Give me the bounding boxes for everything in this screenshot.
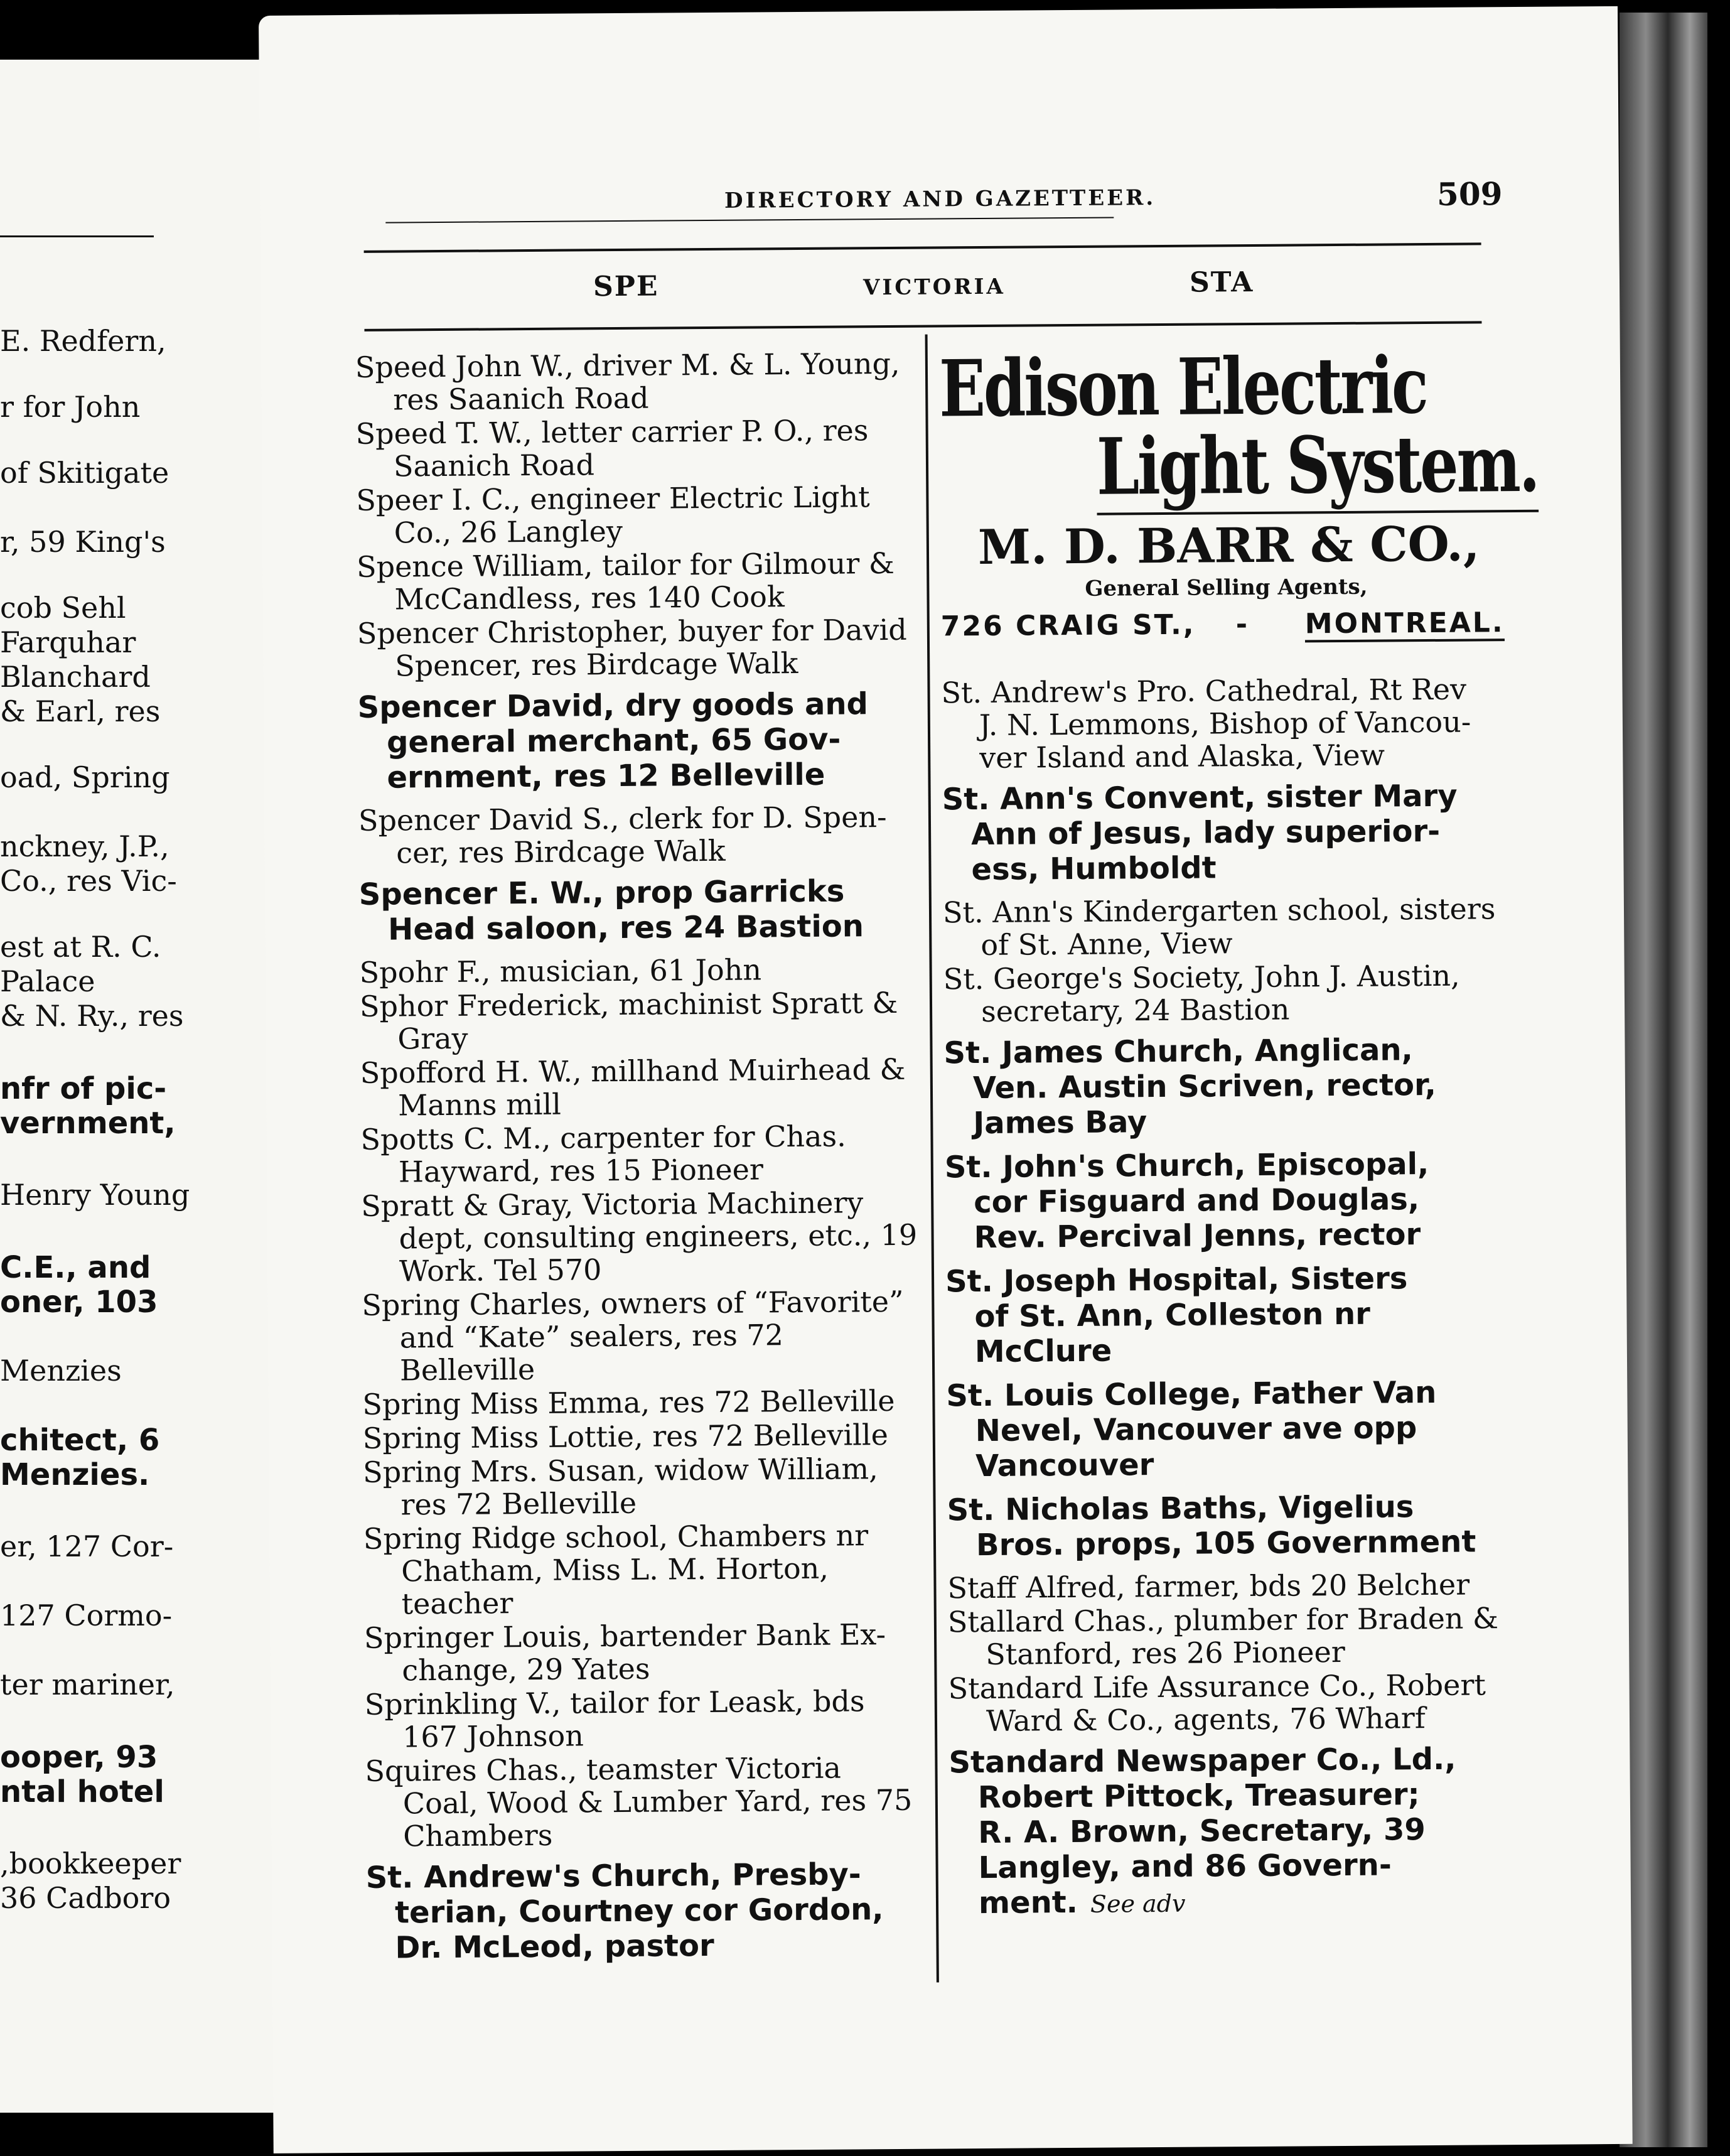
entry-continuation-line: change, 29 Yates xyxy=(402,1651,650,1688)
facing-page-line: Blanchard xyxy=(0,660,151,694)
entry-first-line: Spofford H. W., millhand Muirhead & xyxy=(360,1052,906,1090)
facing-page-line: C.E., and xyxy=(0,1250,151,1285)
facing-page-line: ,bookkeeper xyxy=(0,1846,181,1880)
facing-page-line: ntal hotel xyxy=(0,1774,164,1809)
directory-entry xyxy=(943,959,1509,1028)
facing-page-line: Henry Young xyxy=(0,1178,190,1212)
entry-continuation-line: dept, consulting engineers, etc., 19 xyxy=(399,1217,918,1256)
facing-page-line: vernment, xyxy=(0,1106,176,1141)
facing-page-line: Co., res Vic- xyxy=(0,864,177,898)
entry-first-line: St. Andrew's Church, Presby- xyxy=(365,1857,861,1895)
entry-continuation-line: Ward & Co., agents, 76 Wharf xyxy=(986,1701,1426,1738)
entry-continuation-line: Hayward, res 15 Pioneer xyxy=(398,1152,764,1189)
directory-entry xyxy=(947,1489,1512,1563)
entry-continuation-line: J. N. Lemmons, Bishop of Vancou- xyxy=(979,704,1471,743)
facing-page-line: cob Sehl xyxy=(0,591,126,625)
entry-first-line: St. Andrew's Pro. Cathedral, Rt Rev xyxy=(941,672,1467,710)
directory-entry xyxy=(946,1374,1512,1484)
entry-continuation-line: secretary, 24 Bastion xyxy=(981,992,1290,1029)
directory-entry xyxy=(943,892,1508,961)
entry-continuation-line: Ven. Austin Scriven, rector, xyxy=(972,1067,1437,1106)
facing-page-line: oad, Spring xyxy=(0,760,170,794)
directory-entry xyxy=(358,800,918,870)
directory-entry xyxy=(360,1053,920,1122)
directory-entry xyxy=(365,1684,924,1754)
facing-page-rule xyxy=(0,235,154,237)
entry-first-line: St. James Church, Anglican, xyxy=(943,1032,1413,1071)
entry-first-line: Springer Louis, bartender Bank Ex- xyxy=(363,1617,886,1655)
entry-continuation-line: Work. Tel 570 xyxy=(399,1253,602,1288)
entry-first-line: Spencer E. W., prop Garricks xyxy=(358,873,845,912)
entry-continuation-line: of St. Ann, Colleston nr xyxy=(974,1296,1371,1335)
directory-entry xyxy=(361,1186,920,1288)
entry-first-line: Spencer David S., clerk for D. Spen- xyxy=(358,800,887,838)
directory-entry xyxy=(362,1285,921,1387)
facing-page-line: est at R. C. xyxy=(0,930,161,964)
entry-continuation-line: 167 Johnson xyxy=(402,1718,584,1754)
edison-advertisement xyxy=(938,340,1539,657)
entry-first-line: Stallard Chas., plumber for Braden & xyxy=(947,1601,1499,1639)
entry-continuation-line: and “Kate” sealers, res 72 Belleville xyxy=(399,1318,784,1388)
ad-address: 726 CRAIG ST., xyxy=(940,608,1196,643)
right-column-entries xyxy=(941,672,1515,1931)
entry-continuation-line: Coal, Wood & Lumber Yard, res 75 xyxy=(402,1782,913,1821)
entry-continuation-line: Chambers xyxy=(403,1818,553,1853)
ad-agents-line: General Selling Agents, xyxy=(1085,574,1368,601)
facing-page-line: ter mariner, xyxy=(0,1668,175,1701)
facing-page-line: of Skitigate xyxy=(0,456,169,490)
entry-first-line: Spencer Christopher, buyer for David xyxy=(357,612,907,650)
entry-continuation-line: cer, res Birdcage Walk xyxy=(396,833,726,870)
entry-continuation-line: McClure xyxy=(974,1333,1112,1370)
directory-entry xyxy=(366,1857,925,1966)
directory-entry xyxy=(945,1146,1510,1255)
entry-first-line: Squires Chas., teamster Victoria xyxy=(365,1750,842,1788)
entry-first-line: Spotts C. M., carpenter for Chas. xyxy=(360,1119,846,1156)
facing-page-line: er, 127 Cor- xyxy=(0,1529,174,1563)
header-rule-thin xyxy=(385,217,1114,223)
ad-title-line2: Light System. xyxy=(1097,419,1539,515)
directory-entry xyxy=(359,873,918,947)
entry-first-line: Spring Miss Lottie, res 72 Belleville xyxy=(362,1418,889,1455)
ad-company-name: M. D. BARR & CO., xyxy=(977,515,1480,576)
facing-page-fragment xyxy=(0,60,304,2113)
entry-continuation-line: Langley, and 86 Govern- xyxy=(978,1847,1392,1886)
entry-continuation-line: ver Island and Alaska, View xyxy=(979,738,1385,775)
guide-word-right: STA xyxy=(1189,266,1254,299)
directory-entry xyxy=(358,686,917,795)
directory-entry xyxy=(948,1668,1513,1737)
directory-entry xyxy=(356,480,915,549)
entry-continuation-line: terian, Courtney cor Gordon, xyxy=(394,1892,884,1931)
entry-first-line: Spohr F., musician, 61 John xyxy=(359,952,762,989)
facing-page-line: Menzies. xyxy=(0,1457,150,1492)
entry-first-line: St. John's Church, Episcopal, xyxy=(944,1146,1429,1185)
entry-first-line: Spring Mrs. Susan, widow William, xyxy=(363,1452,878,1489)
directory-entry xyxy=(357,547,916,616)
entry-continuation-line: of St. Anne, View xyxy=(981,926,1233,962)
entry-first-line: Staff Alfred, farmer, bds 20 Belcher xyxy=(947,1567,1470,1605)
entry-continuation-line: Dr. McLeod, pastor xyxy=(395,1928,714,1966)
directory-entry xyxy=(357,613,916,682)
entry-continuation-line: Manns mill xyxy=(397,1087,562,1123)
guide-word-left: SPE xyxy=(593,270,659,303)
entry-continuation-line: Bros. props, 105 Government xyxy=(975,1524,1476,1563)
directory-entry xyxy=(364,1618,923,1687)
entry-continuation-line: Vancouver xyxy=(975,1447,1154,1484)
directory-entry xyxy=(943,1032,1509,1141)
entry-continuation-line: Spencer, res Birdcage Walk xyxy=(395,646,798,683)
directory-entry xyxy=(947,1568,1512,1604)
directory-entry xyxy=(948,1602,1513,1671)
entry-continuation-line: Stanford, res 26 Pioneer xyxy=(986,1634,1345,1671)
facing-page-line: & Earl, res xyxy=(0,694,161,728)
entry-first-line: St. Ann's Kindergarten school, sisters xyxy=(942,892,1496,930)
ad-title-line1: Edison Electric xyxy=(938,340,1427,435)
facing-page-line: nfr of pic- xyxy=(0,1071,167,1106)
entry-first-line: St. Ann's Convent, sister Mary xyxy=(942,778,1458,817)
facing-page-line: 36 Cadboro xyxy=(0,1881,171,1915)
book-spine xyxy=(1620,13,1707,2147)
entry-continuation-line: res 72 Belleville xyxy=(400,1485,637,1522)
entry-first-line: St. Joseph Hospital, Sisters xyxy=(945,1261,1408,1300)
guide-city: VICTORIA xyxy=(862,274,1006,301)
entry-first-line: Sphor Frederick, machinist Spratt & xyxy=(359,985,898,1023)
entry-continuation-line: Ann of Jesus, lady superior- xyxy=(970,813,1441,853)
facing-page-line: E. Redfern, xyxy=(0,324,166,358)
entry-continuation-line: Rev. Percival Jenns, rector xyxy=(974,1217,1421,1256)
column-divider xyxy=(925,335,939,1983)
header-rule-top xyxy=(364,242,1481,252)
entry-first-line: Sprinkling V., tailor for Leask, bds xyxy=(364,1684,865,1722)
entry-first-line: Standard Life Assurance Co., Robert xyxy=(948,1668,1486,1706)
facing-page-line: r for John xyxy=(0,390,141,424)
facing-page-line: chitect, 6 xyxy=(0,1423,160,1458)
facing-page-line: 127 Cormo- xyxy=(0,1598,173,1632)
directory-entry xyxy=(363,1418,921,1455)
ad-city: MONTREAL. xyxy=(1305,606,1505,642)
entry-first-line: Spring Miss Emma, res 72 Belleville xyxy=(362,1383,895,1421)
directory-entry xyxy=(360,1119,920,1188)
entry-first-line: St. Nicholas Baths, Vigelius xyxy=(947,1489,1414,1528)
entry-continuation-line: ess, Humboldt xyxy=(971,850,1217,888)
directory-entry xyxy=(362,1384,921,1421)
entry-first-line: St. Louis College, Father Van xyxy=(946,1374,1437,1414)
page-number: 509 xyxy=(1436,175,1503,213)
entry-continuation-line: ernment, res 12 Belleville xyxy=(387,757,825,795)
directory-entry xyxy=(948,1741,1515,1922)
facing-page-line: Menzies xyxy=(0,1354,122,1388)
entry-first-line: Standard Newspaper Co., Ld., xyxy=(948,1741,1456,1781)
entry-continuation-line: general merchant, 65 Gov- xyxy=(386,721,841,760)
entry-continuation-line: R. A. Brown, Secretary, 39 xyxy=(978,1812,1426,1851)
facing-page-line: ooper, 93 xyxy=(0,1740,158,1775)
directory-entry xyxy=(942,778,1508,887)
entry-first-line: Speer I. C., engineer Electric Light xyxy=(356,480,870,517)
entry-first-line: Spencer David, dry goods and xyxy=(357,686,869,725)
facing-page-line: r, 59 King's xyxy=(0,525,166,559)
directory-entry xyxy=(360,986,919,1055)
ad-separator: - xyxy=(1235,608,1250,641)
directory-page xyxy=(259,6,1633,2153)
entry-see-adv-note: See adv xyxy=(1090,1889,1186,1918)
directory-entry xyxy=(941,672,1507,774)
entry-continuation-line: Chatham, Miss L. M. Horton, teacher xyxy=(401,1551,829,1621)
directory-entry xyxy=(359,952,918,989)
entry-first-line: Spring Charles, owners of “Favorite” xyxy=(362,1284,904,1322)
facing-page-line: nckney, J.P., xyxy=(0,829,169,863)
entry-continuation-line: Nevel, Vancouver ave opp xyxy=(975,1410,1417,1449)
facing-page-line: & N. Ry., res xyxy=(0,999,184,1033)
entry-continuation-line: ment. See adv xyxy=(978,1884,1186,1921)
entry-first-line: Spence William, tailor for Gilmour & xyxy=(356,546,895,584)
entry-first-line: Speed T. W., letter carrier P. O., res xyxy=(355,413,869,451)
facing-page-line: Farquhar xyxy=(0,625,136,659)
directory-entry xyxy=(365,1751,924,1853)
entry-continuation-line: cor Fisguard and Douglas, xyxy=(974,1182,1420,1221)
entry-first-line: Spratt & Gray, Victoria Machinery xyxy=(361,1185,864,1223)
entry-first-line: St. George's Society, John J. Austin, xyxy=(943,958,1460,996)
directory-entry xyxy=(355,347,915,416)
entry-continuation-line: Gray xyxy=(397,1021,468,1056)
header-rule-bottom xyxy=(364,321,1481,331)
entry-continuation-line: Co., 26 Langley xyxy=(394,514,623,550)
directory-entry xyxy=(355,414,915,483)
entry-first-line: Spring Ridge school, Chambers nr xyxy=(363,1518,869,1556)
directory-entry xyxy=(363,1452,922,1521)
running-title: DIRECTORY AND GAZETTEER. xyxy=(724,185,1156,213)
directory-entry xyxy=(363,1519,923,1620)
entry-continuation-line: Robert Pittock, Treasurer; xyxy=(977,1777,1420,1816)
entry-continuation-line: James Bay xyxy=(973,1104,1147,1141)
facing-page-line: oner, 103 xyxy=(0,1285,158,1320)
entry-first-line: Speed John W., driver M. & L. Young, xyxy=(355,346,900,384)
entry-continuation-line: McCandless, res 140 Cook xyxy=(394,579,785,617)
left-column-entries xyxy=(355,347,925,1975)
entry-continuation-line: Head saloon, res 24 Bastion xyxy=(387,908,864,947)
entry-continuation-line: res Saanich Road xyxy=(393,380,649,417)
entry-continuation-line: Saanich Road xyxy=(393,448,595,483)
facing-page-line: Palace xyxy=(0,964,95,998)
directory-entry xyxy=(945,1260,1511,1369)
